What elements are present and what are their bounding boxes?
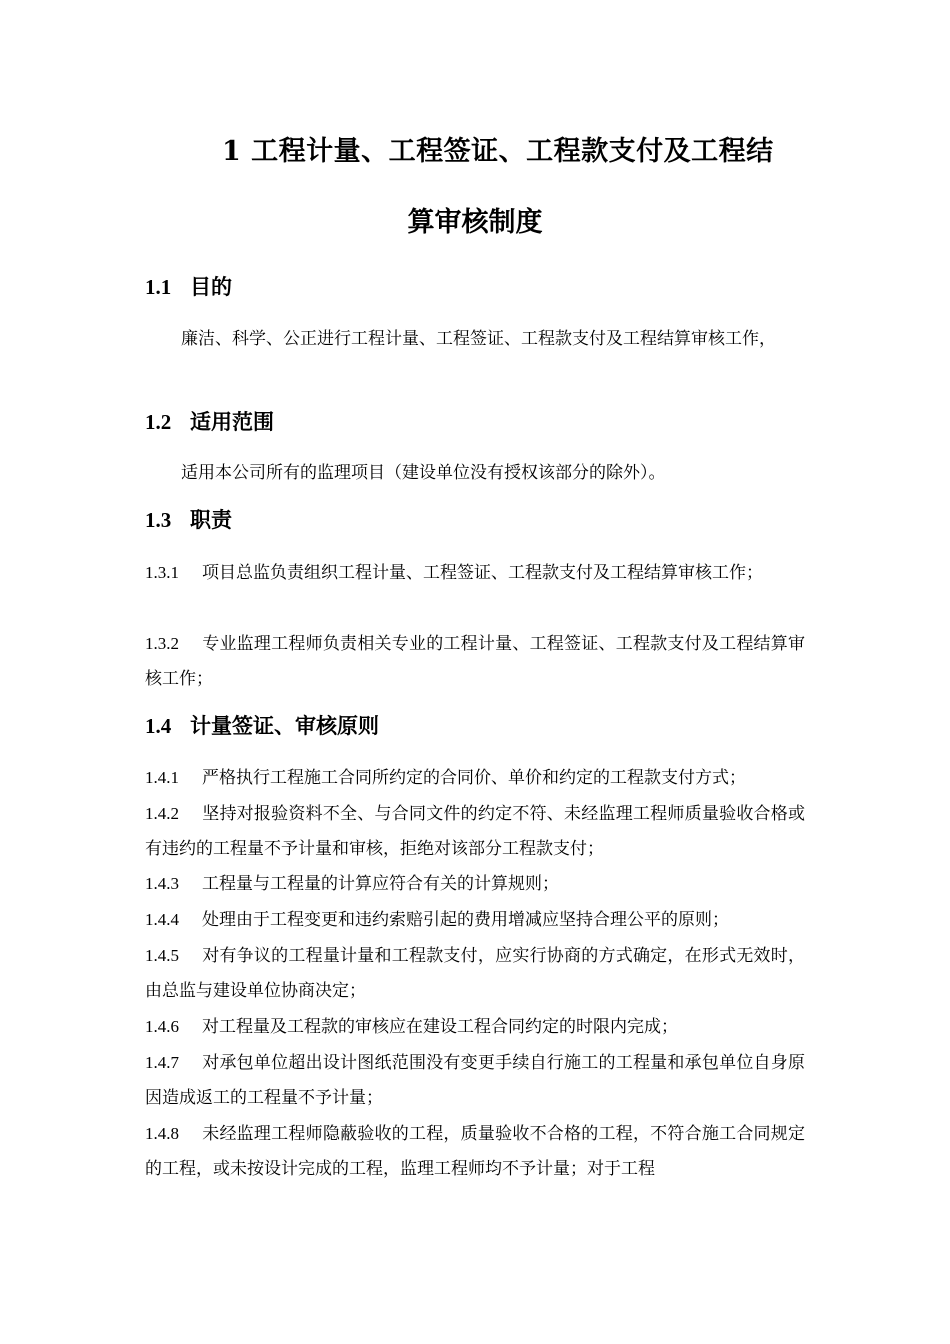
item-number: 1.3.1 bbox=[145, 563, 179, 582]
section-heading-responsibilities bbox=[145, 505, 232, 535]
item-text: 对有争议的工程量计量和工程款支付，应实行协商的方式确定，在形式无效时，由总监与建设单位协商决定； bbox=[145, 946, 805, 1001]
section-title: 适用范围 bbox=[190, 409, 274, 434]
list-item bbox=[145, 555, 805, 591]
item-text: 专业监理工程师负责相关专业的工程计量、工程签证、工程款支付及工程结算审核工作； bbox=[145, 634, 805, 689]
item-text: 坚持对报验资料不全、与合同文件的约定不符、未经监理工程师质量验收合格或有违约的工程量不予计量和审核，拒绝对该部分工程款支付； bbox=[145, 804, 805, 859]
item-number: 1.4.6 bbox=[145, 1017, 179, 1036]
item-text: 严格执行工程施工合同所约定的合同价、单价和约定的工程款支付方式； bbox=[202, 768, 746, 788]
item-text: 对工程量及工程款的审核应在建设工程合同约定的时限内完成； bbox=[202, 1017, 678, 1037]
section-title: 职责 bbox=[190, 507, 232, 532]
item-text: 项目总监负责组织工程计量、工程签证、工程款支付及工程结算审核工作； bbox=[202, 563, 763, 583]
item-number: 1.4.1 bbox=[145, 768, 179, 787]
list-item bbox=[145, 1045, 805, 1116]
list-item bbox=[145, 626, 805, 697]
section-heading-purpose bbox=[145, 272, 232, 302]
item-text: 对承包单位超出设计图纸范围没有变更手续自行施工的工程量和承包单位自身原因造成返工的工程量不予计量； bbox=[145, 1053, 805, 1108]
item-text: 处理由于工程变更和违约索赔引起的费用增减应坚持合理公平的原则； bbox=[202, 910, 729, 930]
item-number: 1.3.2 bbox=[145, 634, 179, 653]
document-title-line-1: 1 工程计量、工程签证、工程款支付及工程结 bbox=[222, 136, 774, 167]
item-text: 工程量与工程量的计算应符合有关的计算规则； bbox=[202, 874, 559, 894]
section-heading-scope bbox=[145, 407, 274, 437]
list-item bbox=[145, 938, 805, 1009]
section-paragraph-scope: 适用本公司所有的监理项目（建设单位没有授权该部分的除外）。 bbox=[181, 463, 666, 483]
section-title: 计量签证、审核原则 bbox=[190, 713, 379, 738]
section-heading-principles bbox=[145, 711, 379, 741]
section-paragraph-purpose: 廉洁、科学、公正进行工程计量、工程签证、工程款支付及工程结算审核工作， bbox=[181, 329, 776, 349]
list-item bbox=[145, 760, 805, 796]
section-number: 1.2 bbox=[145, 410, 172, 434]
item-number: 1.4.4 bbox=[145, 910, 179, 929]
item-number: 1.4.3 bbox=[145, 874, 179, 893]
document-title-line-2: 算审核制度 bbox=[407, 207, 543, 238]
list-item bbox=[145, 1009, 805, 1045]
section-number: 1.3 bbox=[145, 508, 172, 532]
item-number: 1.4.2 bbox=[145, 804, 179, 823]
list-item bbox=[145, 866, 805, 902]
item-number: 1.4.5 bbox=[145, 946, 179, 965]
list-item bbox=[145, 796, 805, 867]
item-number: 1.4.7 bbox=[145, 1053, 179, 1072]
list-item bbox=[145, 902, 805, 938]
item-text: 未经监理工程师隐蔽验收的工程，质量验收不合格的工程，不符合施工合同规定的工程，或未按设计完成的工程，监理工程师均不予计量；对于工程 bbox=[145, 1124, 805, 1179]
section-number: 1.4 bbox=[145, 714, 172, 738]
section-number: 1.1 bbox=[145, 275, 172, 299]
section-title: 目的 bbox=[190, 274, 232, 299]
list-item bbox=[145, 1116, 805, 1187]
item-number: 1.4.8 bbox=[145, 1124, 179, 1143]
